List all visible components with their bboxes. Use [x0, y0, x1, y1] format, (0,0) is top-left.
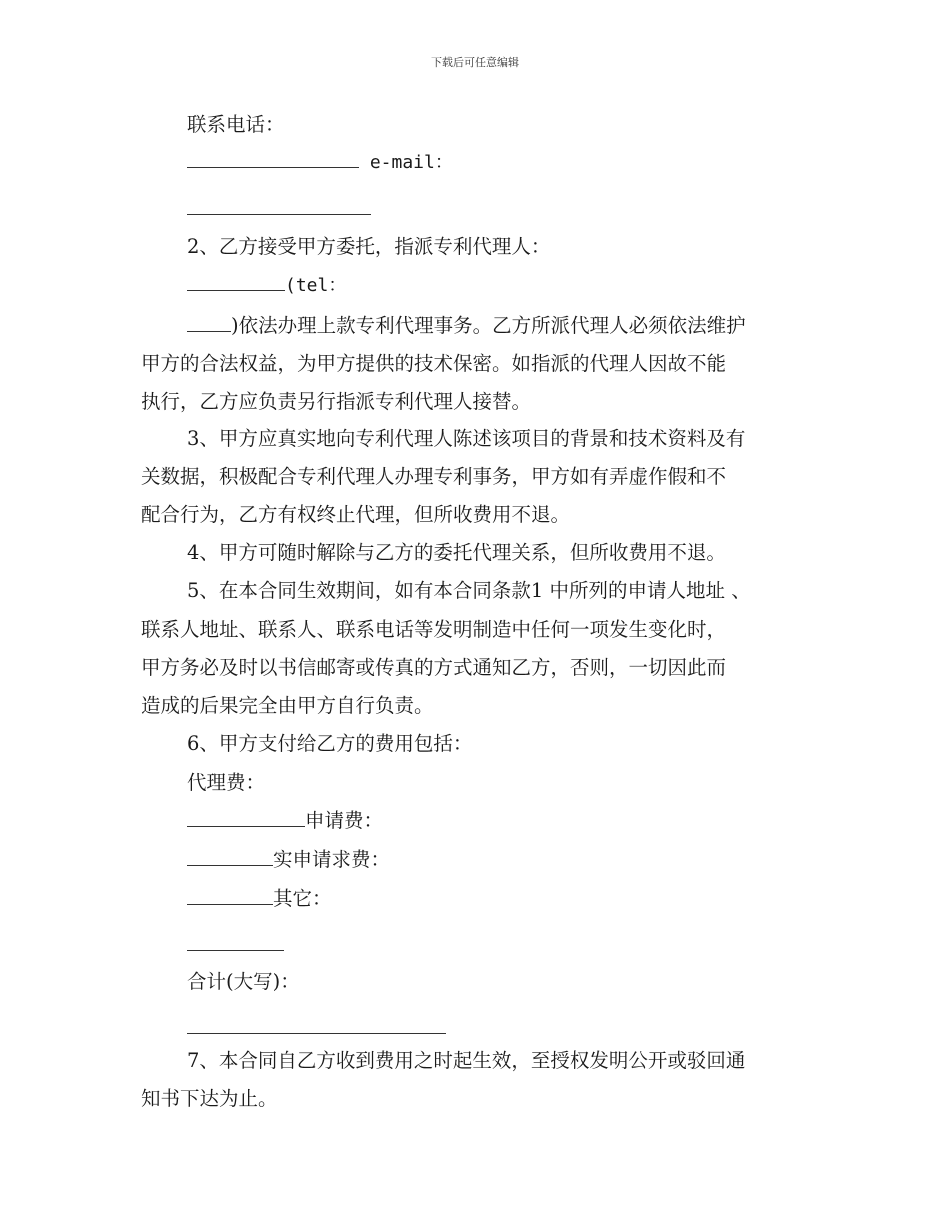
application-fee-blank: [187, 847, 273, 866]
item2-line3: [187, 311, 746, 341]
item3-line1: 3、甲方应真实地向专利代理人陈述该项目的背景和技术资料及有: [187, 427, 746, 450]
application-fee-line: [187, 806, 383, 836]
agency-fee-label: 代理费：: [187, 771, 266, 794]
tel-blank: [187, 313, 231, 332]
total-blank-line: [187, 1013, 446, 1043]
email-blank-line: [187, 194, 371, 224]
total-blank: [187, 1015, 446, 1034]
exam-fee-line: [187, 845, 390, 875]
other-blank-line: [187, 930, 284, 960]
item2-line4: 甲方的合法权益，为甲方提供的技术保密。如指派的代理人因故不能: [141, 352, 727, 375]
item2-line5: 执行，乙方应负责另行指派专利代理人接替。: [141, 390, 532, 413]
contact-phone-label: 联系电话：: [187, 113, 285, 136]
item3-line2: 关数据，积极配合专利代理人办理专利事务，甲方如有弄虚作假和不: [141, 465, 727, 488]
item2-line3-text: )依法办理上款专利代理事务。乙方所派代理人必须依法维护: [231, 314, 746, 337]
agent-tel-line: [187, 271, 346, 301]
other-label: 其它：: [273, 887, 332, 910]
item7-line2: 知书下达为止。: [141, 1087, 278, 1110]
total-label: 合计(大写)：: [187, 970, 300, 993]
phone-blank: [187, 149, 359, 168]
item3-line3: 配合行为，乙方有权终止代理，但所收费用不退。: [141, 503, 571, 526]
phone-email-line: [187, 148, 453, 178]
exam-fee-blank: [187, 886, 273, 905]
email-label: e-mail：: [359, 152, 453, 173]
other-blank: [187, 932, 284, 951]
agency-fee-blank: [187, 808, 305, 827]
item4: 4、甲方可随时解除与乙方的委托代理关系，但所收费用不退。: [187, 541, 726, 564]
item2-line1: 2、乙方接受甲方委托，指派专利代理人：: [187, 235, 551, 258]
item6: 6、甲方支付给乙方的费用包括：: [187, 732, 473, 755]
page-header: 下载后可任意编辑: [431, 56, 519, 69]
other-line: [187, 884, 332, 914]
agent-name-blank: [187, 272, 285, 291]
tel-label: (tel：: [285, 275, 347, 296]
application-fee-label: 申请费：: [305, 809, 384, 832]
exam-fee-label: 实申请求费：: [273, 848, 391, 871]
item5-line4: 造成的后果完全由甲方自行负责。: [141, 694, 434, 717]
item5-line1: 5、在本合同生效期间，如有本合同条款1 中所列的申请人地址 、: [187, 579, 751, 602]
item5-line2: 联系人地址、联系人、联系电话等发明制造中任何一项发生变化时，: [141, 618, 727, 641]
item5-line3: 甲方务必及时以书信邮寄或传真的方式通知乙方，否则，一切因此而: [141, 656, 727, 679]
item7-line1: 7、本合同自乙方收到费用之时起生效，至授权发明公开或驳回通: [187, 1049, 746, 1072]
email-blank: [187, 196, 371, 215]
